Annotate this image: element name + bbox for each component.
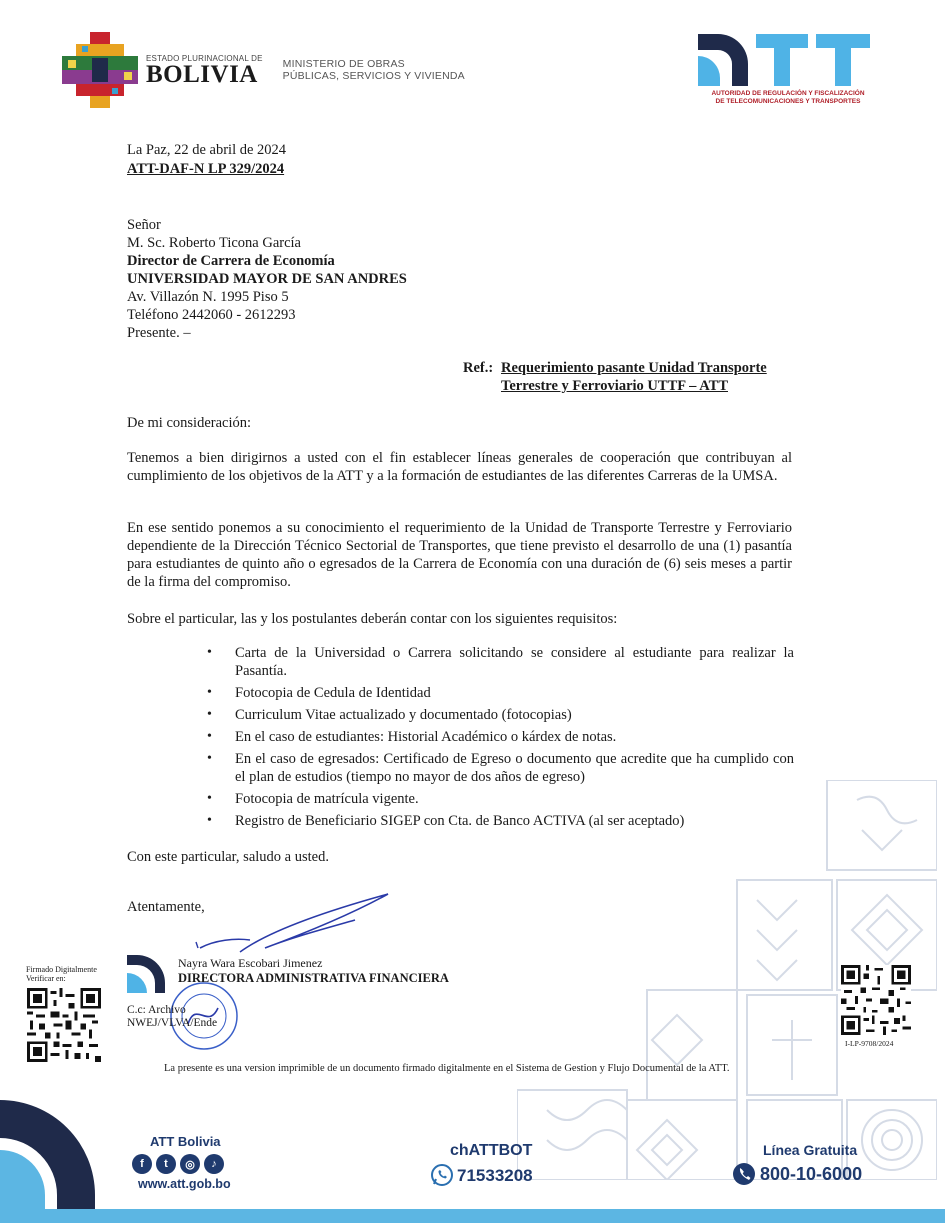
list-item: • En el caso de egresados: Certificado de Egreso o documento que acredite que ha cumplido con el plan de estudios (tiempo no mayor de dos años de egreso) (207, 750, 794, 786)
list-item: • Registro de Beneficiario SIGEP con Cta. de Banco ACTIVA (al ser aceptado) (207, 812, 794, 830)
footer-bar (0, 1209, 945, 1223)
signer-name: Nayra Wara Escobari Jimenez (178, 956, 323, 970)
qr-code-label: I-LP-9708/2024 (845, 1039, 894, 1048)
chatbot-label: chATTBOT (450, 1142, 533, 1159)
footer-arc-decoration (0, 1100, 95, 1210)
cc-initials: NWEJ/VLVA/Ende (127, 1017, 218, 1029)
list-item: • Curriculum Vitae actualizado y documentado (fotocopias) (207, 706, 794, 724)
ministerio-line-1: MINISTERIO DE OBRAS (282, 58, 405, 70)
recipient-presente: Presente. – (127, 325, 191, 341)
place-date: La Paz, 22 de abril de 2024 (127, 142, 287, 158)
recipient-phone: Teléfono 2442060 - 2612293 (127, 307, 296, 323)
whatsapp-icon (430, 1163, 454, 1187)
recipient-block (127, 216, 407, 342)
digital-print-note: La presente es una version imprimible de un documento firmado digitalmente en el Sistema de Gestion y Flujo Documental de la ATT. (164, 1063, 730, 1074)
footer-website[interactable]: www.att.gob.bo (138, 1177, 231, 1191)
att-header (698, 34, 878, 106)
hotline-label: Línea Gratuita (763, 1142, 858, 1158)
bolivia-wordmark: BOLIVIA (146, 60, 258, 88)
list-item: • Carta de la Universidad o Carrera solicitando se considere al estudiante para realizar la Pasantía. (207, 644, 794, 680)
closing-greeting: Con este particular, saludo a usted. (127, 849, 329, 865)
list-item: • Fotocopia de matrícula vigente. (207, 790, 794, 808)
att-subtitle-line-2: DE TELECOMUNICACIONES Y TRANSPORTES (715, 98, 861, 105)
reference-code: ATT-DAF-N LP 329/2024 (127, 161, 285, 177)
requirements-list (207, 644, 794, 834)
list-item: • En el caso de estudiantes: Historial Académico o kárdex de notas. (207, 728, 794, 746)
paragraph-1: Tenemos a bien dirigirnos a usted con el fin establecer líneas generales de cooperación que contribuyan al cumplimiento de los objetivos de la ATT y a la formación de estudiantes de las diferentes Carreras de la UMSA. (127, 450, 792, 484)
ministerio-line-2: PÚBLICAS, SERVICIOS Y VIVIENDA (282, 70, 465, 82)
recipient-title: Director de Carrera de Economía (127, 253, 335, 269)
recipient-salutation: Señor (127, 217, 161, 233)
greeting: De mi consideración: (127, 415, 252, 431)
ref-line-2: Terrestre y Ferroviario UTTF – ATT (501, 378, 728, 394)
recipient-address: Av. Villazón N. 1995 Piso 5 (127, 289, 289, 305)
digital-label-line-1: Firmado Digitalmente (26, 965, 97, 974)
document-qr-code (841, 965, 911, 1035)
ref-line-1: Requerimiento pasante Unidad Transporte (501, 360, 767, 376)
chatbot-number[interactable]: 71533208 (457, 1166, 533, 1185)
paragraph-3: Sobre el particular, las y los postulantes deberán contar con los siguientes requisitos: (127, 611, 618, 627)
att-logo-icon (698, 34, 874, 86)
att-mark-icon (127, 955, 165, 993)
signer-title: DIRECTORA ADMINISTRATIVA FINANCIERA (178, 971, 449, 985)
digital-label-line-2: Verificar en: (26, 974, 66, 983)
estado-label: ESTADO PLURINACIONAL DE (146, 53, 263, 63)
digital-signature-label (26, 965, 97, 983)
phone-icon (732, 1162, 756, 1186)
recipient-name: M. Sc. Roberto Ticona García (127, 235, 301, 251)
closing-atentamente: Atentamente, (127, 899, 205, 915)
tiktok-icon[interactable]: ♪ (204, 1154, 224, 1174)
att-subtitle (698, 90, 878, 106)
cc-archive: C.c: Archivo (127, 1004, 186, 1016)
att-subtitle-line-1: AUTORIDAD DE REGULACIÓN Y FISCALIZACIÓN (711, 90, 865, 97)
ministerio-label (283, 58, 465, 82)
recipient-institution: UNIVERSIDAD MAYOR DE SAN ANDRES (127, 271, 407, 287)
facebook-icon[interactable]: f (132, 1154, 152, 1174)
bolivia-emblem-icon (62, 32, 138, 108)
ref-label: Ref.: (463, 360, 494, 376)
instagram-icon[interactable]: ◎ (180, 1154, 200, 1174)
bolivia-header (62, 32, 465, 108)
twitter-icon[interactable]: t (156, 1154, 176, 1174)
footer-brand: ATT Bolivia (150, 1134, 221, 1149)
hotline-number[interactable]: 800-10-6000 (760, 1164, 863, 1184)
paragraph-2: En ese sentido ponemos a su conocimiento el requerimiento de la Unidad de Transporte Terrestre y Ferroviario dependiente de la Dirección Técnico Sectorial de Transportes, que tiene previsto el desarrollo de una (1) pasantía para estudiantes de quinto año o egresados de la Carrera de Economía con una duración de (6) seis meses a partir de la firma del compromiso. (127, 520, 792, 590)
verification-qr-code (27, 988, 101, 1062)
handwritten-signature (180, 890, 395, 960)
list-item: • Fotocopia de Cedula de Identidad (207, 684, 794, 702)
social-icons (132, 1154, 224, 1174)
